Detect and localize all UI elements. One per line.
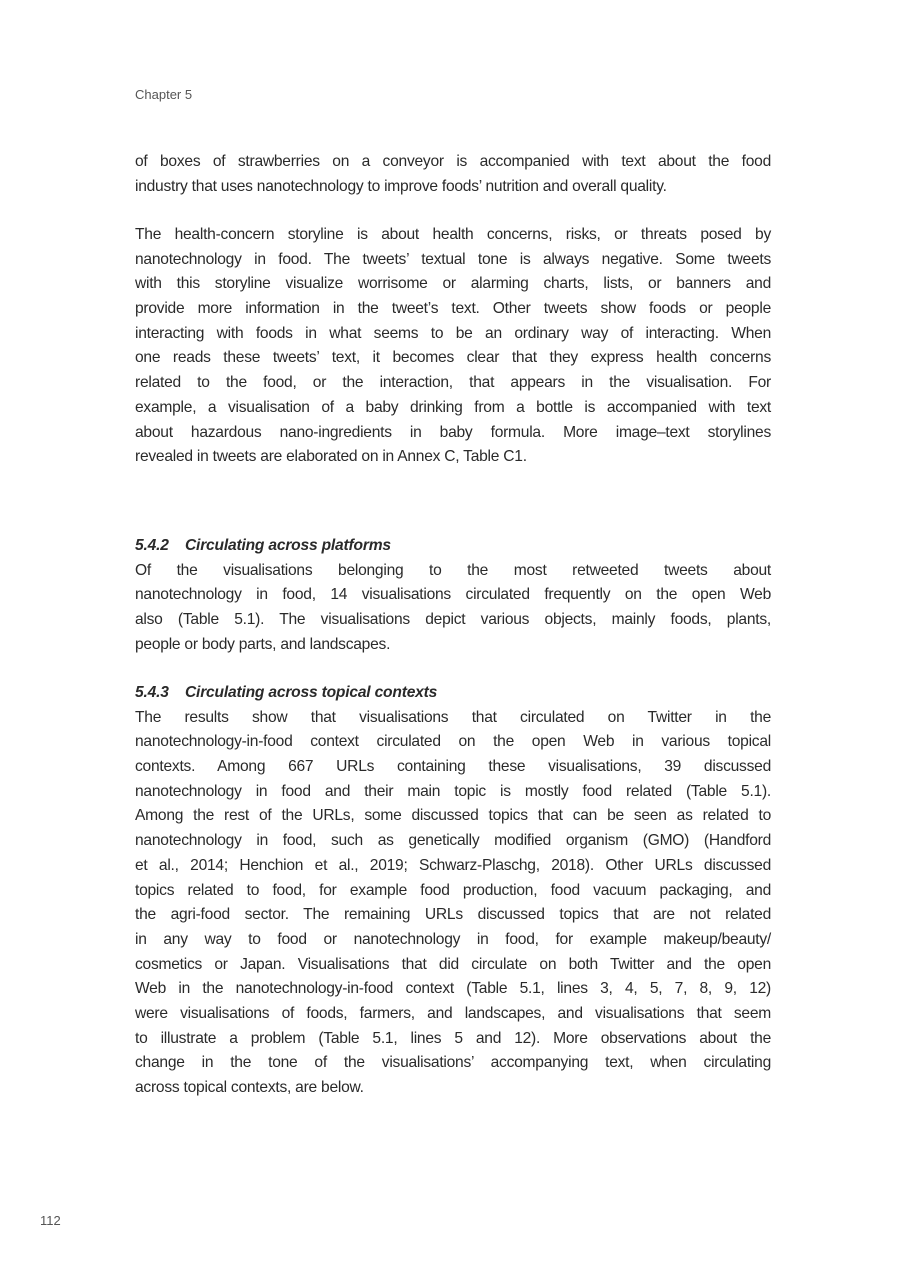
text-line: to illustrate a problem (Table 5.1, lines 5 and 12). More observations about the (135, 1029, 771, 1047)
text-line: across topical contexts, are below. (135, 1079, 364, 1096)
text-line: topics related to food, for example food production, food vacuum packaging, and (135, 881, 771, 899)
text-line: Among the rest of the URLs, some discussed topics that can be seen as related to (135, 807, 771, 825)
text-line: related to the food, or the interaction, that appears in the visualisation. For (135, 374, 771, 392)
text-line: The health-concern storyline is about health concerns, risks, or threats posed by (135, 226, 771, 243)
text-line: of boxes of strawberries on a conveyor is accompanied with text about the food (135, 153, 771, 170)
running-header: Chapter 5 (135, 87, 193, 102)
text-line: example, a visualisation of a baby drinking from a bottle is accompanied with text (135, 398, 771, 416)
section-heading (135, 681, 771, 706)
text-line: The results show that visualisations that circulated on Twitter in the (135, 708, 771, 726)
text-line: the agri-food sector. The remaining URLs discussed topics that are not related (135, 906, 771, 924)
text-line: nanotechnology-in-food context circulated on the open Web in various topical (135, 733, 771, 751)
text-line: people or body parts, and landscapes. (135, 635, 391, 653)
text-line: were visualisations of foods, farmers, and landscapes, and visualisations that seem (135, 1004, 771, 1022)
text-line: interacting with foods in what seems to be an ordinary way of interacting. When (135, 324, 771, 342)
section-5-4-2 (135, 534, 771, 657)
text-line: one reads these tweets’ text, it becomes clear that they express health concerns (135, 349, 771, 367)
text-line: contexts. Among 667 URLs containing these visualisations, 39 discussed (135, 758, 771, 776)
text-line: Of the visualisations belonging to the most retweeted tweets about (135, 561, 771, 579)
text-line: industry that uses nanotechnology to improve foods’ nutrition and overall quality. (135, 177, 667, 195)
paragraph-1 (135, 150, 771, 199)
text-line: also (Table 5.1). The visualisations depict various objects, mainly foods, plants, (135, 611, 771, 629)
text-line: nanotechnology in food, such as genetically modified organism (GMO) (Handford (135, 832, 771, 850)
text-line: revealed in tweets are elaborated on in Annex C, Table C1. (135, 448, 527, 466)
text-line: in any way to food or nanotechnology in food, for example makeup/beauty/ (135, 930, 771, 948)
section-number: 5.4.3 (135, 684, 169, 701)
paragraph-2 (135, 223, 771, 470)
text-line: about hazardous nano-ingredients in baby formula. More image–text storylines (135, 423, 771, 441)
page-number: 112 (40, 1213, 61, 1228)
text-line: nanotechnology in food and their main topic is mostly food related (Table 5.1). (135, 782, 771, 800)
section-number: 5.4.2 (135, 537, 169, 554)
text-line: et al., 2014; Henchion et al., 2019; Schwarz-Plaschg, 2018). Other URLs discussed (135, 856, 771, 874)
text-line: provide more information in the tweet’s text. Other tweets show foods or people (135, 300, 771, 318)
section-5-4-3 (135, 681, 771, 1101)
text-line: with this storyline visualize worrisome or alarming charts, lists, or banners and (135, 275, 771, 293)
text-line: cosmetics or Japan. Visualisations that did circulate on both Twitter and the open (135, 955, 771, 973)
text-line: Web in the nanotechnology-in-food context (Table 5.1, lines 3, 4, 5, 7, 8, 9, 12) (135, 980, 771, 998)
text-line: nanotechnology in food, 14 visualisations circulated frequently on the open Web (135, 586, 771, 604)
section-title: Circulating across topical contexts (185, 684, 438, 701)
section-heading (135, 534, 771, 559)
text-line: change in the tone of the visualisations’ accompanying text, when circulating (135, 1054, 771, 1072)
text-line: nanotechnology in food. The tweets’ textual tone is always negative. Some tweets (135, 250, 771, 268)
section-title: Circulating across platforms (185, 537, 391, 554)
